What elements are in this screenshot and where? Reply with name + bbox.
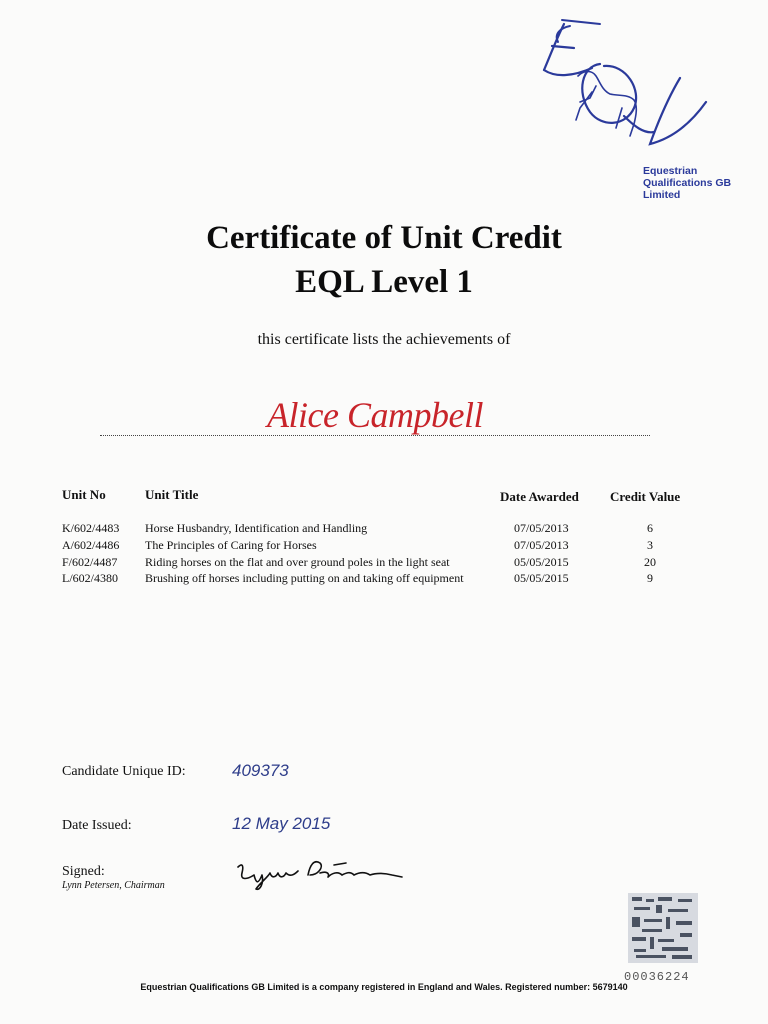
certificate-subtitle: this certificate lists the achievements of	[257, 331, 511, 348]
header-unit-title: Unit Title	[145, 487, 199, 502]
org-line-2: Qualifications GB	[643, 177, 732, 189]
org-line-1: Equestrian	[643, 165, 698, 177]
unit-no: L/602/4380	[62, 571, 118, 585]
unit-no: K/602/4483	[62, 521, 120, 535]
credit-value: 20	[644, 555, 656, 569]
credit-value: 6	[647, 521, 653, 535]
header-credit-value: Credit Value	[610, 489, 681, 504]
organization-name	[643, 165, 753, 201]
date-awarded: 05/05/2015	[514, 555, 569, 569]
signed-label: Signed:	[62, 864, 105, 879]
header-date-awarded: Date Awarded	[500, 489, 579, 504]
unit-title: The Principles of Caring for Horses	[145, 538, 317, 552]
signature-image	[234, 853, 409, 895]
unit-title: Horse Husbandry, Identification and Handling	[145, 521, 368, 535]
candidate-id-label: Candidate Unique ID:	[62, 764, 186, 779]
certificate-title: Certificate of Unit Credit	[206, 220, 562, 256]
date-awarded: 07/05/2013	[514, 538, 569, 552]
unit-no: F/602/4487	[62, 555, 118, 569]
table-row	[0, 521, 768, 537]
unit-title: Brushing off horses including putting on and taking off equipment	[145, 571, 464, 585]
header-unit-no: Unit No	[62, 487, 106, 502]
date-issued-label: Date Issued:	[62, 818, 132, 833]
signatory-caption: Lynn Petersen, Chairman	[62, 880, 165, 891]
date-awarded: 07/05/2013	[514, 521, 569, 535]
unit-title: Riding horses on the flat and over ground poles in the light seat	[145, 555, 450, 569]
certificate-level: EQL Level 1	[295, 264, 473, 300]
candidate-name: Alice Campbell	[267, 395, 483, 435]
date-awarded: 05/05/2015	[514, 571, 569, 585]
serial-number: 00036224	[624, 970, 690, 984]
name-underline	[100, 435, 650, 436]
unit-no: A/602/4486	[62, 538, 120, 552]
table-row	[0, 555, 768, 571]
candidate-id-value: 409373	[232, 761, 289, 780]
org-line-3: Limited	[643, 189, 681, 201]
date-issued-value: 12 May 2015	[232, 814, 331, 833]
credit-value: 9	[647, 571, 653, 585]
table-row	[0, 571, 768, 587]
credit-value: 3	[647, 538, 653, 552]
footer-registration: Equestrian Qualifications GB Limited is a company registered in England and Wales. Registered number: 5679140	[140, 982, 628, 992]
table-row	[0, 538, 768, 554]
security-code-icon	[628, 893, 698, 963]
